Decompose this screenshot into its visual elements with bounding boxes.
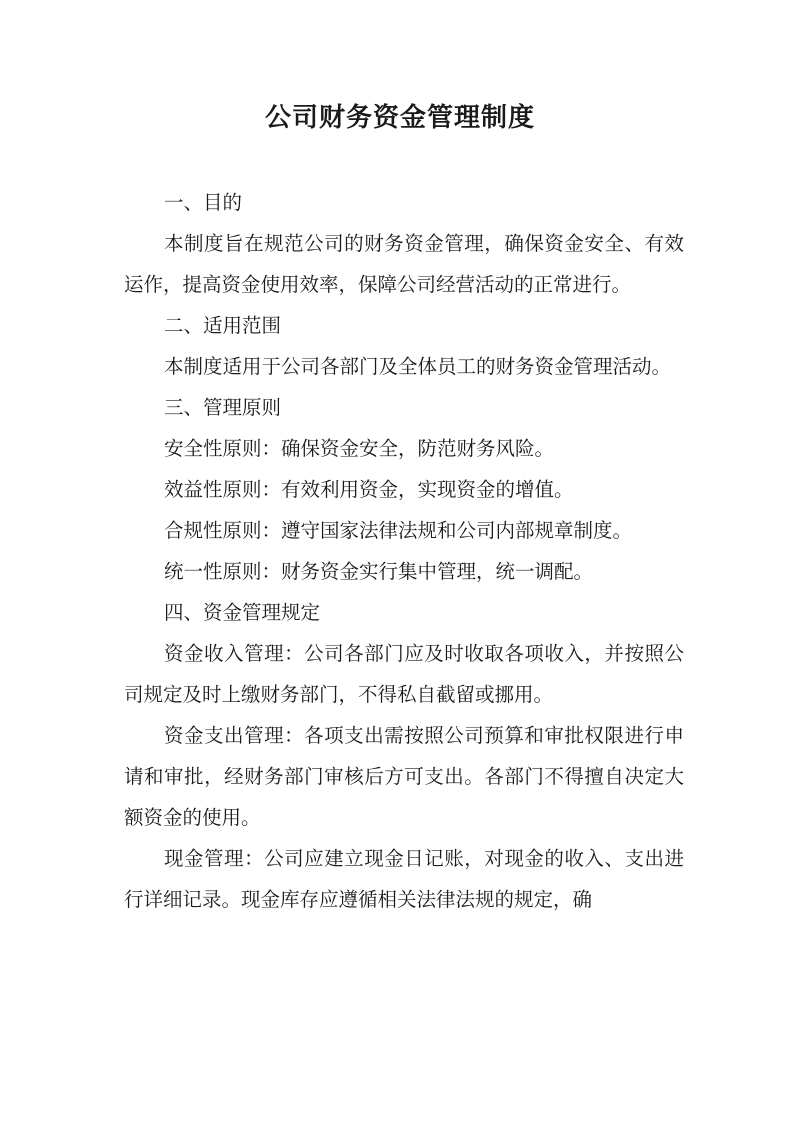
paragraph: 合规性原则：遵守国家法律法规和公司内部规章制度。 [164, 519, 633, 542]
section-heading-scope: 二、适用范围 [164, 314, 282, 337]
document-body [124, 182, 684, 920]
section-heading-purpose: 一、目的 [164, 191, 243, 214]
section-heading-principles: 三、管理原则 [164, 396, 282, 419]
paragraph: 现金管理：公司应建立现金日记账，对现金的收入、支出进行详细记录。现金库存应遵循相关法律法规的规定，确 [124, 847, 684, 911]
section-heading-fund-rules: 四、资金管理规定 [164, 601, 321, 624]
paragraph: 本制度旨在规范公司的财务资金管理，确保资金安全、有效运作，提高资金使用效率，保障公司经营活动的正常进行。 [124, 232, 684, 296]
paragraph: 效益性原则：有效利用资金，实现资金的增值。 [164, 478, 574, 501]
document-title: 公司财务资金管理制度 [264, 103, 535, 133]
paragraph: 统一性原则：财务资金实行集中管理，统一调配。 [164, 560, 594, 583]
paragraph: 资金支出管理：各项支出需按照公司预算和审批权限进行申请和审批，经财务部门审核后方可支出。各部门不得擅自决定大额资金的使用。 [124, 724, 684, 829]
paragraph: 本制度适用于公司各部门及全体员工的财务资金管理活动。 [164, 355, 672, 378]
paragraph: 安全性原则：确保资金安全，防范财务风险。 [164, 437, 555, 460]
paragraph: 资金收入管理：公司各部门应及时收取各项收入，并按照公司规定及时上缴财务部门，不得私自截留或挪用。 [124, 642, 684, 706]
